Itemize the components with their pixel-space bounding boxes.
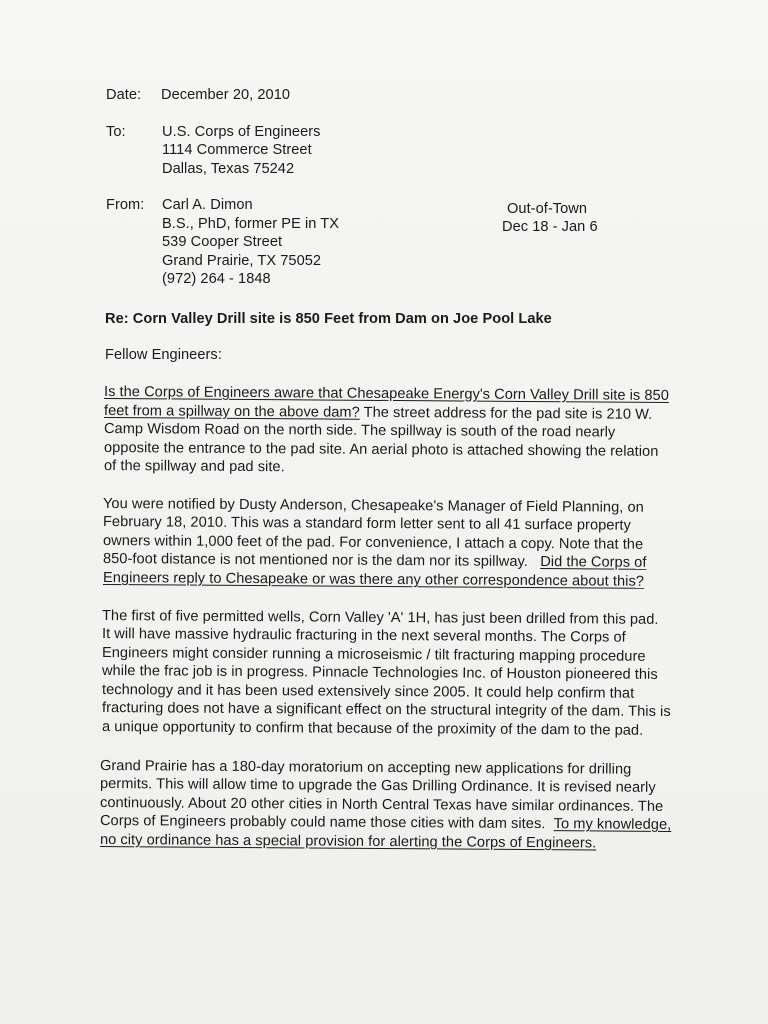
paragraph-line: while the frac job is in progress. Pinnacle Technologies Inc. of Houston pioneered this	[101, 663, 658, 683]
to-line: Dallas, Texas 75242	[162, 161, 295, 177]
date-label: Date:	[106, 87, 142, 103]
from-line: (972) 264 - 1848	[162, 271, 271, 287]
paragraph-line: fracturing does not have a significant effect on the structural integrity of the dam. This is	[101, 700, 671, 720]
paragraph-line: permits. This will allow time to upgrade the Gas Drilling Ordinance. It is revised nearly	[99, 776, 656, 796]
from-line: Grand Prairie, TX 75052	[162, 253, 322, 269]
paragraph-line: Camp Wisdom Road on the north side. The spillway is south of the road nearly	[103, 421, 616, 441]
line-continuation: The street address for the pad site is 210 W.	[359, 404, 653, 423]
paragraph-line: of the spillway and pad site.	[103, 458, 285, 476]
paragraph-line: continuously. About 20 other cities in North Central Texas have similar ordinances. The	[99, 795, 664, 815]
from-label: From:	[106, 197, 145, 213]
to-label: To:	[106, 124, 126, 140]
from-line: Carl A. Dimon	[162, 197, 253, 213]
to-line: 1114 Commerce Street	[162, 142, 312, 158]
paragraph-line: February 18, 2010. This was a standard form letter sent to all 41 surface property	[102, 514, 631, 534]
from-line: 539 Cooper Street	[162, 234, 283, 250]
line-text: Corps of Engineers probably could name those cities with dam sites.	[99, 813, 546, 833]
out-of-town-dates: Dec 18 - Jan 6	[502, 219, 598, 235]
paragraph-line: opposite the entrance to the pad site. An aerial photo is attached showing the relation	[103, 440, 659, 460]
paragraph-line	[103, 550, 647, 572]
to-line: U.S. Corps of Engineers	[162, 124, 321, 140]
out-of-town-note: Out-of-Town	[507, 201, 588, 217]
paragraph-line: owners within 1,000 feet of the pad. For convenience, I attach a copy. Note that the	[102, 533, 644, 553]
underlined-text: To my knowledge,	[553, 816, 672, 833]
underlined-text: Engineers reply to Chesapeake or was there any other correspondence about this?	[102, 570, 645, 590]
paragraph-line: It will have massive hydraulic fracturing in the next several months. The Corps of	[101, 626, 626, 646]
underlined-text: no city ordinance has a special provision for alerting the Corps of Engineers.	[99, 832, 597, 852]
paragraph-line: a unique opportunity to confirm that because of the proximity of the dam to the pad.	[101, 719, 644, 739]
subject-line: Re: Corn Valley Drill site is 850 Feet from Dam on Joe Pool Lake	[105, 311, 552, 327]
date-value: December 20, 2010	[161, 87, 291, 103]
from-line: B.S., PhD, former PE in TX	[162, 216, 340, 232]
paragraph-line	[100, 831, 596, 852]
underlined-text: Is the Corps of Engineers aware that Chesapeake Energy's Corn Valley Drill site is 850	[103, 384, 669, 404]
underlined-text: feet from a spillway on the above dam?	[103, 403, 360, 421]
salutation: Fellow Engineers:	[105, 347, 222, 363]
paragraph-line: You were notified by Dusty Anderson, Chesapeake's Manager of Field Planning, on	[102, 496, 644, 516]
paragraph-line: Grand Prairie has a 180-day moratorium on accepting new applications for drilling	[99, 758, 632, 778]
paragraph-line: technology and it has been used extensively since 2005. It could help confirm that	[101, 682, 635, 702]
paragraph-line	[103, 569, 644, 591]
paragraph-line: Engineers might consider running a microseismic / tilt fracturing mapping procedure	[101, 645, 646, 665]
underlined-text: Did the Corps of	[540, 554, 647, 571]
line-text: 850-foot distance is not mentioned nor is the dam nor its spillway.	[102, 551, 528, 570]
paragraph-line: The first of five permitted wells, Corn Valley 'A' 1H, has just been drilled from this pad.	[101, 608, 659, 628]
